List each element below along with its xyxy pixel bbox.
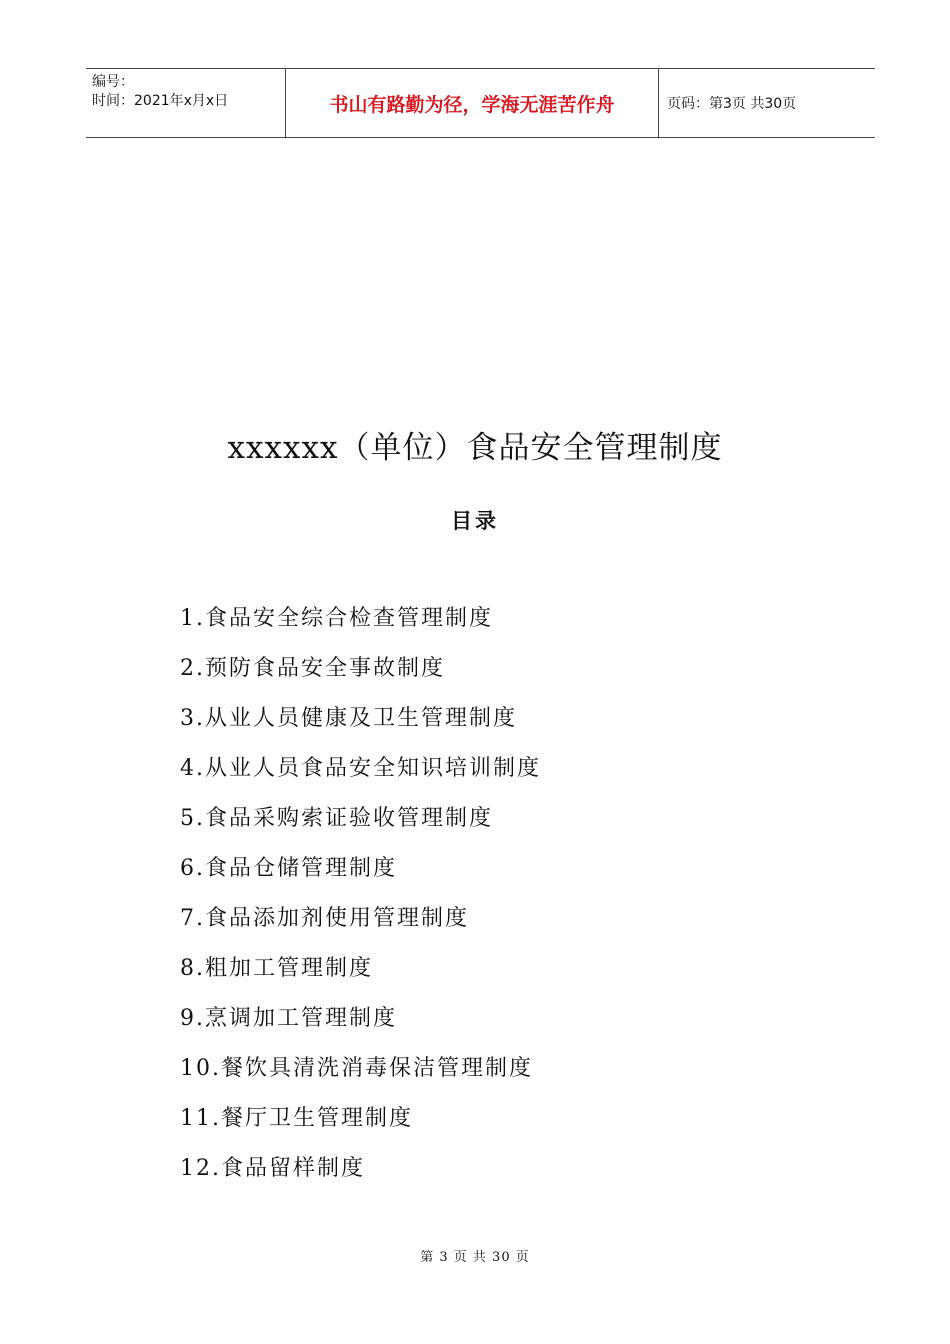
number-label: 编号：	[92, 74, 134, 90]
toc-item: 12.食品留样制度	[180, 1156, 365, 1181]
toc-item: 5.食品采购索证验收管理制度	[180, 806, 493, 831]
page-header	[86, 68, 875, 138]
toc-item: 10.餐饮具清洗消毒保洁管理制度	[180, 1056, 533, 1081]
page-footer: 第 3 页 共 30 页	[420, 1250, 530, 1265]
toc-item: 11.餐厅卫生管理制度	[180, 1106, 413, 1131]
toc-item: 6.食品仓储管理制度	[180, 856, 397, 881]
time-label: 时间：2021年x月x日	[92, 93, 229, 109]
toc-item: 7.食品添加剂使用管理制度	[180, 906, 469, 931]
toc-item: 9.烹调加工管理制度	[180, 1006, 397, 1031]
toc-item: 3.从业人员健康及卫生管理制度	[180, 706, 517, 731]
toc-item: 1.食品安全综合检查管理制度	[180, 606, 493, 631]
toc-heading: 目录	[451, 509, 499, 533]
header-meta	[86, 69, 286, 137]
header-motto: 书山有路勤为径，学海无涯苦作舟	[286, 69, 659, 137]
table-of-contents	[180, 599, 541, 1199]
toc-item: 8.粗加工管理制度	[180, 956, 373, 981]
toc-item: 4.从业人员食品安全知识培训制度	[180, 756, 541, 781]
header-page-info: 页码：第3页 共30页	[667, 96, 797, 112]
toc-item: 2.预防食品安全事故制度	[180, 656, 445, 681]
document-title: xxxxxx（单位）食品安全管理制度	[227, 430, 723, 466]
